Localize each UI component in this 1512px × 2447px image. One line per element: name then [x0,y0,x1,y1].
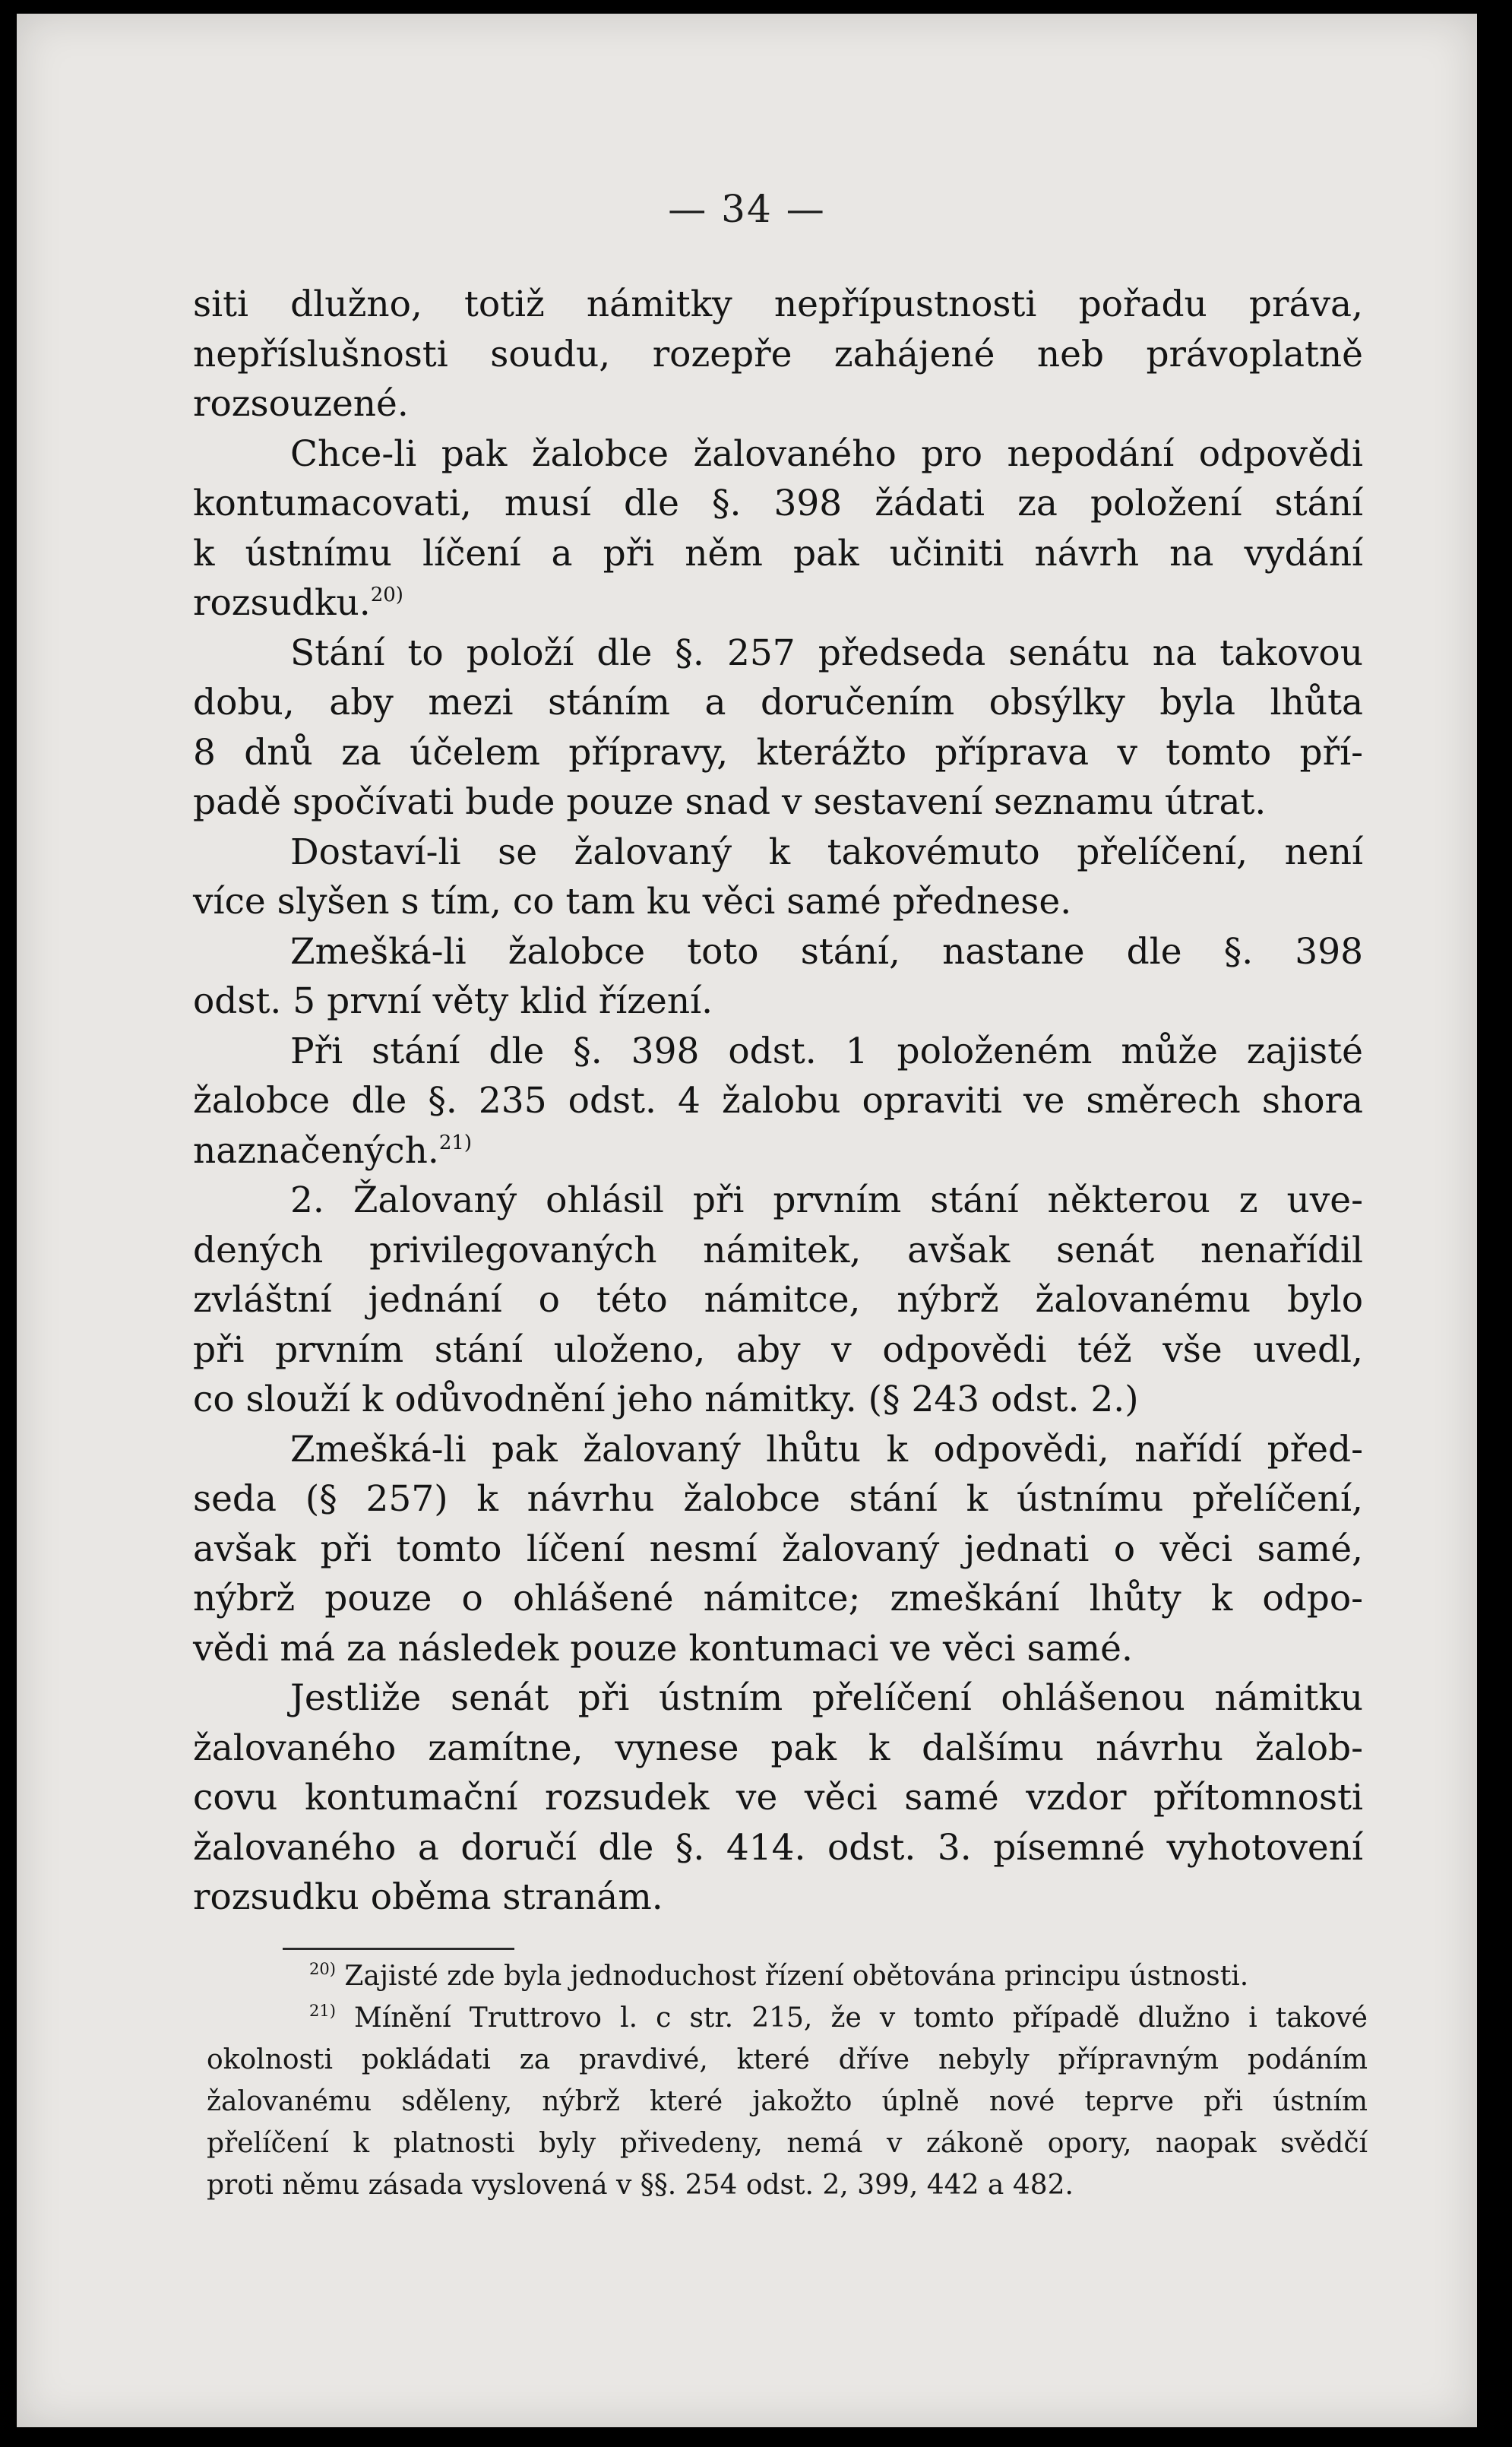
text-line: Stání to položí dle §. 257 předseda senátu na takovou [290,632,1363,674]
text-line: vědi má za následek pouze kontumaci ve věci samé. [193,1627,1133,1670]
book-page [17,14,1477,2427]
text-line: dených privilegovaných námitek, avšak senát nenařídil [193,1229,1363,1271]
text-line: Dostaví-li se žalovaný k takovémuto přelíčení, není [290,831,1363,873]
footnote-reference: 21) [438,1131,473,1154]
text-line: Jestliže senát při ústním přelíčení ohlášenou námitku [290,1677,1363,1719]
footnotes [207,1955,1368,2206]
text-line: dobu, aby mezi stáním a doručením obsýlky byla lhůta [193,682,1363,723]
footnote-text: Mínění Truttrovo l. c str. 215, že v tomto případě dlužno i takové [354,2002,1368,2034]
text-line: 8 dnů za účelem přípravy, kterážto příprava v tomto pří- [193,731,1363,774]
text-line: rozsouzené. [193,383,409,425]
text-line: při prvním stání uloženo, aby v odpovědi též vše uvedl, [193,1328,1363,1371]
text-fragment: naznačených. [193,1129,439,1172]
text-line: Při stání dle §. 398 odst. 1 položeném může zajisté [290,1030,1363,1072]
text-line: k ústnímu líčení a při něm pak učiniti návrh na vydání [193,532,1363,575]
text-line-with-note [193,578,1363,628]
footnote-mark: 21) [309,2002,336,2020]
text-line: zvláštní jednání o této námitce, nýbrž žalovanému bylo [193,1279,1363,1321]
text-line: avšak při tomto líčení nesmí žalovaný jednati o věci samé, [193,1527,1363,1570]
text-line: co slouží k odůvodnění jeho námitky. (§ 243 odst. 2.) [193,1379,1139,1420]
text-line: Zmešká-li žalobce toto stání, nastane dle §. 398 [290,930,1363,973]
footnote-line: žalovanému sděleny, nýbrž které jakožto úplně nové teprve při ústním [207,2086,1368,2117]
footnote-mark: 20) [309,1960,336,1978]
text-line: odst. 5 první věty klid řízení. [193,980,713,1022]
footnote-line [207,1997,1368,2039]
text-line: padě spočívati bude pouze snad v sestavení seznamu útrat. [193,781,1267,823]
text-line: žalobce dle §. 235 odst. 4 žalobu opraviti ve směrech shora [193,1080,1363,1122]
footnote-reference: 20) [370,584,403,606]
text-fragment: rozsudku. [193,582,371,624]
text-line: žalovaného zamítne, vynese pak k dalšímu návrhu žalob- [193,1727,1363,1769]
footnote-line: přelíčení k platnosti byly přivedeny, nemá v zákoně opory, naopak svědčí [207,2128,1368,2159]
footnote-line [207,1955,1368,1997]
body-text [193,280,1363,1923]
text-line: covu kontumační rozsudek ve věci samé vzdor přítomnosti [193,1777,1363,1819]
text-line: více slyšen s tím, co tam ku věci samé přednese. [193,881,1072,923]
text-line: seda (§ 257) k návrhu žalobce stání k ústnímu přelíčení, [193,1478,1363,1520]
text-line: 2. Žalovaný ohlásil při prvním stání některou z uve- [290,1179,1363,1221]
text-line: nýbrž pouze o ohlášené námitce; zmeškání lhůty k odpo- [193,1578,1363,1619]
text-line-with-note [193,1126,1363,1176]
text-line: žalovaného a doručí dle §. 414. odst. 3. písemné vyhotovení [193,1826,1363,1869]
page-number: — 34 — [668,187,826,231]
text-line: kontumacovati, musí dle §. 398 žádati za položení stání [193,483,1363,524]
footnote-separator [283,1948,514,1950]
footnote-text: Zajisté zde byla jednoduchost řízení obětována principu ústnosti. [344,1961,1249,1992]
text-line: Chce-li pak žalobce žalovaného pro nepodání odpovědi [290,432,1363,475]
footnote-line: okolnosti pokládati za pravdivé, které dříve nebyly přípravným podáním [207,2044,1368,2075]
footnote-line: proti němu zásada vyslovená v §§. 254 odst. 2, 399, 442 a 482. [207,2170,1074,2201]
text-line: siti dlužno, totiž námitky nepřípustnosti pořadu práva, [193,283,1363,325]
text-line: rozsudku oběma stranám. [193,1876,663,1918]
text-line: Zmešká-li pak žalovaný lhůtu k odpovědi, nařídí před- [290,1428,1363,1470]
text-line: nepříslušnosti soudu, rozepře zahájené neb právoplatně [193,333,1363,375]
